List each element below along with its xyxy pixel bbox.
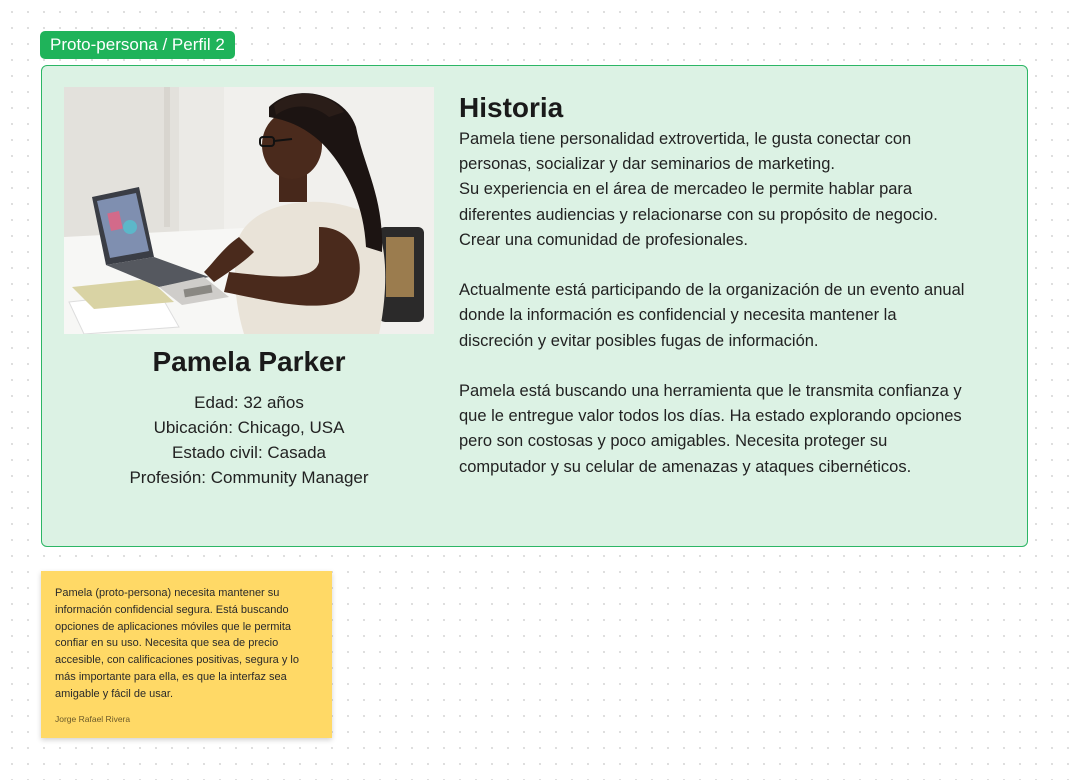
fact-marital-status: Estado civil: Casada: [171, 443, 327, 462]
persona-name: Pamela Parker: [152, 346, 346, 377]
fact-profession: Profesión: Community Manager: [129, 468, 369, 487]
history-line: Pamela está buscando una herramienta que le transmita confianza y: [459, 382, 962, 400]
fact-age: Edad: 32 años: [194, 393, 304, 412]
sticky-note-text: [55, 585, 318, 703]
section-tag[interactable]: Proto-persona / Perfil 2: [40, 31, 235, 59]
history-line: donde la información es confidencial y necesita mantener la: [459, 306, 897, 325]
history-line: Su experiencia en el área de mercadeo le permite hablar para: [459, 180, 913, 199]
sticky-note-line: información confidencial segura. Está buscando: [55, 603, 289, 616]
history-line: Pamela tiene personalidad extrovertida, le gusta conectar con: [459, 130, 912, 148]
history-title: Historia: [459, 92, 564, 123]
sticky-note-author: Jorge Rafael Rivera: [55, 713, 131, 724]
sticky-note-line: accesible, con calificaciones positivas, segura y lo: [55, 654, 299, 667]
persona-facts: [64, 390, 434, 490]
history-line: personas, socializar y dar seminarios de marketing.: [459, 155, 835, 174]
persona-card: [41, 65, 1028, 547]
history-line: pero son costosas y poco amigables. Necesita proteger su: [459, 432, 888, 451]
history-line: diferentes audiencias y relacionarse con su propósito de negocio.: [459, 205, 938, 224]
sticky-note-line: Pamela (proto-persona) necesita mantener su: [55, 587, 280, 599]
history-paragraph: [459, 127, 1014, 253]
history-paragraph: [459, 379, 1014, 480]
history-line: que le entregue valor todos los días. Ha estado explorando opciones: [459, 407, 962, 426]
sticky-note-line: opciones de aplicaciones móviles que le permita: [55, 620, 292, 633]
history-body: [459, 127, 1014, 480]
sticky-note-line: amigable y fácil de usar.: [55, 687, 174, 700]
sticky-note-line: confiar en su uso. Necesita que sea de precio: [55, 637, 279, 650]
sticky-note[interactable]: [41, 571, 332, 738]
woman-working-laptop-photo: [64, 87, 434, 334]
history-line: computador y su celular de amenazas y ataques cibernéticos.: [459, 457, 912, 476]
history-line: Crear una comunidad de profesionales.: [459, 230, 748, 249]
sticky-note-line: más importante para ella, es que la interfaz sea: [55, 670, 287, 683]
fact-location: Ubicación: Chicago, USA: [153, 418, 345, 437]
history-paragraph: [459, 278, 1014, 354]
persona-photo: [64, 87, 434, 334]
history-line: discreción y evitar posibles fugas de información.: [459, 331, 819, 350]
history-line: Actualmente está participando de la organización de un evento anual: [459, 281, 965, 300]
